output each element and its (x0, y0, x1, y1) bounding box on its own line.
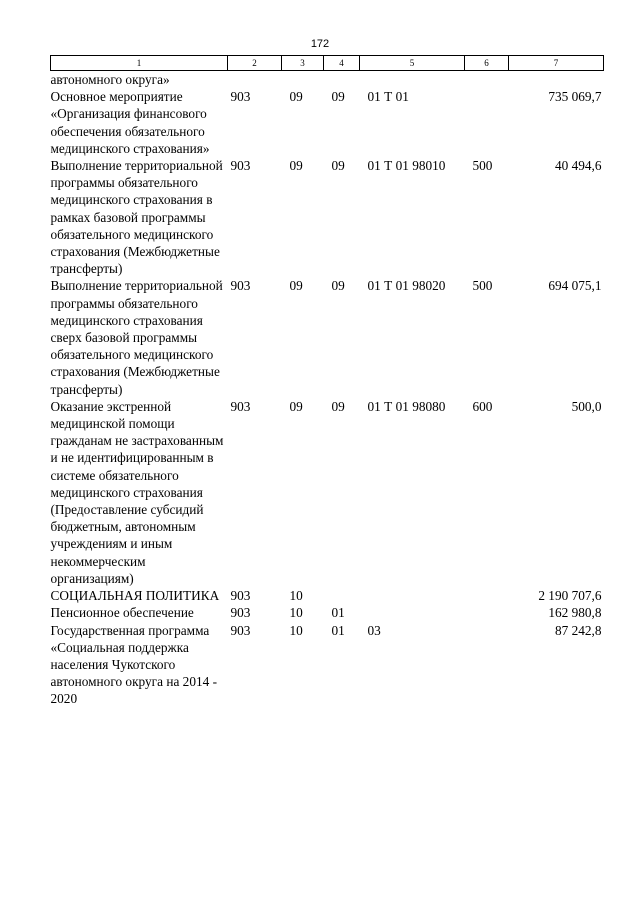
row-section: 09 (289, 158, 303, 174)
row-target-article: 01 Т 01 98080 (367, 398, 446, 414)
row-target-article (360, 604, 465, 621)
row-amount: 2 190 707,6 (538, 588, 602, 604)
row-name: Оказание экстренной медицинской помощи гражданам не застрахованным и не идентифицированным в системе обязательного медицинского страхования (Предоставление субсидий бюджетным, автономным учреждениям и иным некоммерческим организациям) (50, 398, 224, 586)
row-amount: 735 069,7 (548, 89, 602, 105)
row-target-article (360, 71, 465, 89)
row-expense-type: 500 (472, 158, 493, 174)
table-row (51, 157, 604, 277)
row-target-article: 01 Т 01 98020 (367, 278, 446, 294)
row-target-article: 01 Т 01 (367, 89, 409, 105)
row-name: Выполнение территориальной программы обязательного медицинского страхования сверх базовой программы обязательного медицинского страхования (Межбюджетные трансферты) (50, 278, 223, 397)
row-expense-type (465, 71, 509, 89)
row-name: автономного округа» (50, 72, 170, 87)
row-code-admin: 903 (230, 278, 251, 294)
column-header: 1 (51, 56, 228, 71)
row-section: 10 (289, 622, 303, 638)
row-amount: 87 242,8 (554, 622, 602, 638)
row-target-article: 03 (367, 622, 381, 638)
row-section: 09 (289, 89, 303, 105)
row-expense-type (465, 604, 509, 621)
table-row (51, 604, 604, 621)
table-row (51, 71, 604, 89)
row-code-admin: 903 (230, 398, 251, 414)
column-header: 3 (282, 56, 324, 71)
column-header: 6 (465, 56, 509, 71)
table-row (51, 587, 604, 604)
row-name: Государственная программа «Социальная поддержка населения Чукотского автономного округа на 2014 - 2020 (50, 622, 218, 707)
row-amount: 694 075,1 (548, 278, 602, 294)
row-code-admin: 903 (230, 588, 251, 604)
row-section: 09 (289, 278, 303, 294)
row-expense-type: 500 (472, 278, 493, 294)
row-code-admin: 903 (230, 622, 251, 638)
row-section (282, 71, 324, 89)
row-subsection (324, 587, 360, 604)
row-subsection: 01 (331, 622, 345, 638)
table-row (51, 398, 604, 587)
column-header: 2 (228, 56, 282, 71)
row-subsection: 09 (331, 89, 345, 105)
row-amount: 162 980,8 (548, 605, 602, 621)
row-name: СОЦИАЛЬНАЯ ПОЛИТИКА (50, 588, 220, 604)
row-target-article (360, 587, 465, 604)
budget-table (50, 55, 604, 708)
column-header: 5 (360, 56, 465, 71)
row-subsection: 01 (331, 605, 345, 621)
row-code-admin: 903 (230, 89, 251, 105)
row-section: 10 (289, 605, 303, 621)
table-row (51, 277, 604, 397)
row-name: Выполнение территориальной программы обязательного медицинского страхования в рамках базовой программы обязательного медицинского страхования (Межбюджетные трансферты) (50, 158, 223, 277)
page-number: 172 (310, 38, 330, 50)
row-expense-type (465, 88, 509, 157)
row-subsection: 09 (331, 398, 345, 414)
table-row (51, 88, 604, 157)
table-row (51, 622, 604, 708)
row-target-article: 01 Т 01 98010 (367, 158, 446, 174)
row-code-admin: 903 (230, 605, 251, 621)
row-code-admin: 903 (230, 158, 251, 174)
row-name: Основное мероприятие «Организация финансового обеспечения обязательного медицинского страхования» (50, 89, 210, 156)
row-subsection: 09 (331, 278, 345, 294)
row-expense-type: 600 (472, 398, 493, 414)
column-header: 4 (324, 56, 360, 71)
row-amount: 40 494,6 (554, 158, 602, 174)
row-section: 09 (289, 398, 303, 414)
table-header-row (51, 56, 604, 71)
row-code-admin (228, 71, 282, 89)
row-expense-type (465, 622, 509, 708)
column-header: 7 (509, 56, 604, 71)
row-expense-type (465, 587, 509, 604)
row-name: Пенсионное обеспечение (50, 605, 194, 621)
row-amount (509, 71, 604, 89)
row-subsection: 09 (331, 158, 345, 174)
row-section: 10 (289, 588, 303, 604)
row-amount: 500,0 (571, 398, 602, 414)
row-subsection (324, 71, 360, 89)
